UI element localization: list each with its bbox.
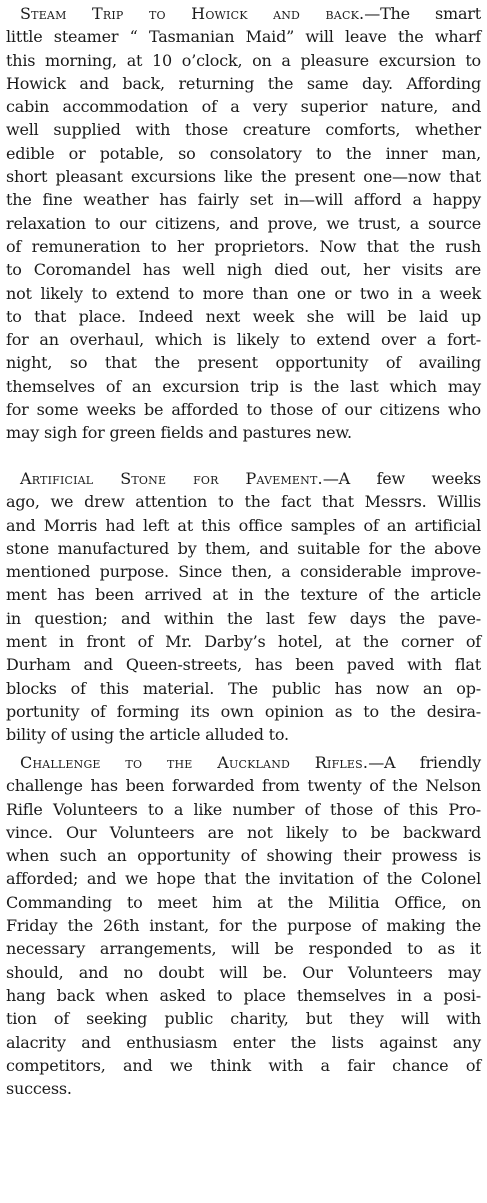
article-text-line: Howick and back, returning the same day. Affording [6, 73, 481, 93]
article-heading: Steam Trip to Howick and back. [20, 4, 365, 23]
article-text-line: Durham and Queen-streets, has been paved with flat [6, 655, 481, 675]
article-steam-trip [6, 2, 481, 445]
article-text-line: for an overhaul, which is likely to extend over a fort- [6, 330, 481, 350]
article-text-line: ago, we drew attention to the fact that Messrs. Willis [6, 492, 481, 512]
article-text-line: challenge has been forwarded from twenty of the Nelson [6, 776, 481, 796]
article-text-line: ment in front of Mr. Darby’s hotel, at the corner of [6, 632, 481, 652]
article-text-line: stone manufactured by them, and suitable for the above [6, 538, 481, 558]
article-text-line: well supplied with those creature comforts, whether [6, 120, 481, 140]
article-text-line: vince. Our Volunteers are not likely to be backward [6, 822, 481, 842]
article-text-line: blocks of this material. The public has now an op- [6, 678, 481, 698]
article-text-line: the fine weather has fairly set in—will afford a happy [6, 190, 481, 210]
article-text-line: relaxation to our citizens, and prove, we trust, a source [6, 213, 481, 233]
article-text-line: cabin accommodation of a very superior nature, and [6, 97, 481, 117]
article-text-line: and Morris had left at this office samples of an artificial [6, 515, 481, 535]
article-text-line: Friday the 26th instant, for the purpose of making the [6, 916, 481, 936]
article-text-line: not likely to extend to more than one or two in a week [6, 283, 481, 303]
article-text-line: in question; and within the last few days the pave- [6, 608, 481, 628]
article-text-line: when such an opportunity of showing their prowess is [6, 846, 481, 866]
article-first-line [6, 2, 481, 25]
article-first-line [6, 467, 481, 490]
article-challenge-rifles [6, 751, 481, 1100]
article-text-line: mentioned purpose. Since then, a considerable improve- [6, 562, 481, 582]
article-text-line: to that place. Indeed next week she will be laid up [6, 306, 481, 326]
article-text-line: Commanding to meet him at the Militia Office, on [6, 892, 481, 912]
article-text-line: little steamer “ Tasmanian Maid” will leave the wharf [6, 27, 481, 47]
article-heading: Challenge to the Auckland Rifles. [20, 753, 369, 772]
article-text-line: afforded; and we hope that the invitation of the Colonel [6, 869, 481, 889]
article-text-line: bility of using the article alluded to. [6, 725, 289, 745]
article-text-line: Rifle Volunteers to a like number of those of this Pro- [6, 799, 481, 819]
article-artificial-stone [6, 467, 481, 747]
article-text-line: this morning, at 10 o’clock, on a pleasure excursion to [6, 50, 481, 70]
article-text-line: success. [6, 1079, 72, 1099]
article-text-line: —A few weeks [322, 469, 482, 488]
article-text-line: alacrity and enthusiasm enter the lists against any [6, 1032, 481, 1052]
article-first-line [6, 751, 481, 774]
article-text-line: —A friendly [368, 753, 481, 772]
article-text-line: necessary arrangements, will be responded to as it [6, 939, 481, 959]
article-text-line: tion of seeking public charity, but they will with [6, 1009, 481, 1029]
article-text-line: hang back when asked to place themselves in a posi- [6, 985, 481, 1005]
article-text-line: to Coromandel has well nigh died out, her visits are [6, 260, 481, 280]
article-text-line: ment has been arrived at in the texture of the article [6, 585, 481, 605]
article-text-line: of remuneration to her proprietors. Now that the rush [6, 236, 481, 256]
article-heading: Artificial Stone for Pavement. [20, 469, 323, 488]
article-text-line: night, so that the present opportunity of availing [6, 353, 481, 373]
article-text-line: portunity of forming its own opinion as to the desira- [6, 701, 481, 721]
article-text-line: for some weeks be afforded to those of our citizens who [6, 400, 481, 420]
article-text-line: may sigh for green fields and pastures new. [6, 423, 352, 443]
article-text-line: competitors, and we think with a fair chance of [6, 1055, 481, 1075]
article-text-line: themselves of an excursion trip is the last which may [6, 376, 481, 396]
article-text-line: short pleasant excursions like the present one—now that [6, 167, 481, 187]
article-text-line: should, and no doubt will be. Our Volunteers may [6, 962, 481, 982]
article-text-line: edible or potable, so consolatory to the inner man, [6, 143, 481, 163]
article-text-line: —The smart [364, 4, 481, 23]
